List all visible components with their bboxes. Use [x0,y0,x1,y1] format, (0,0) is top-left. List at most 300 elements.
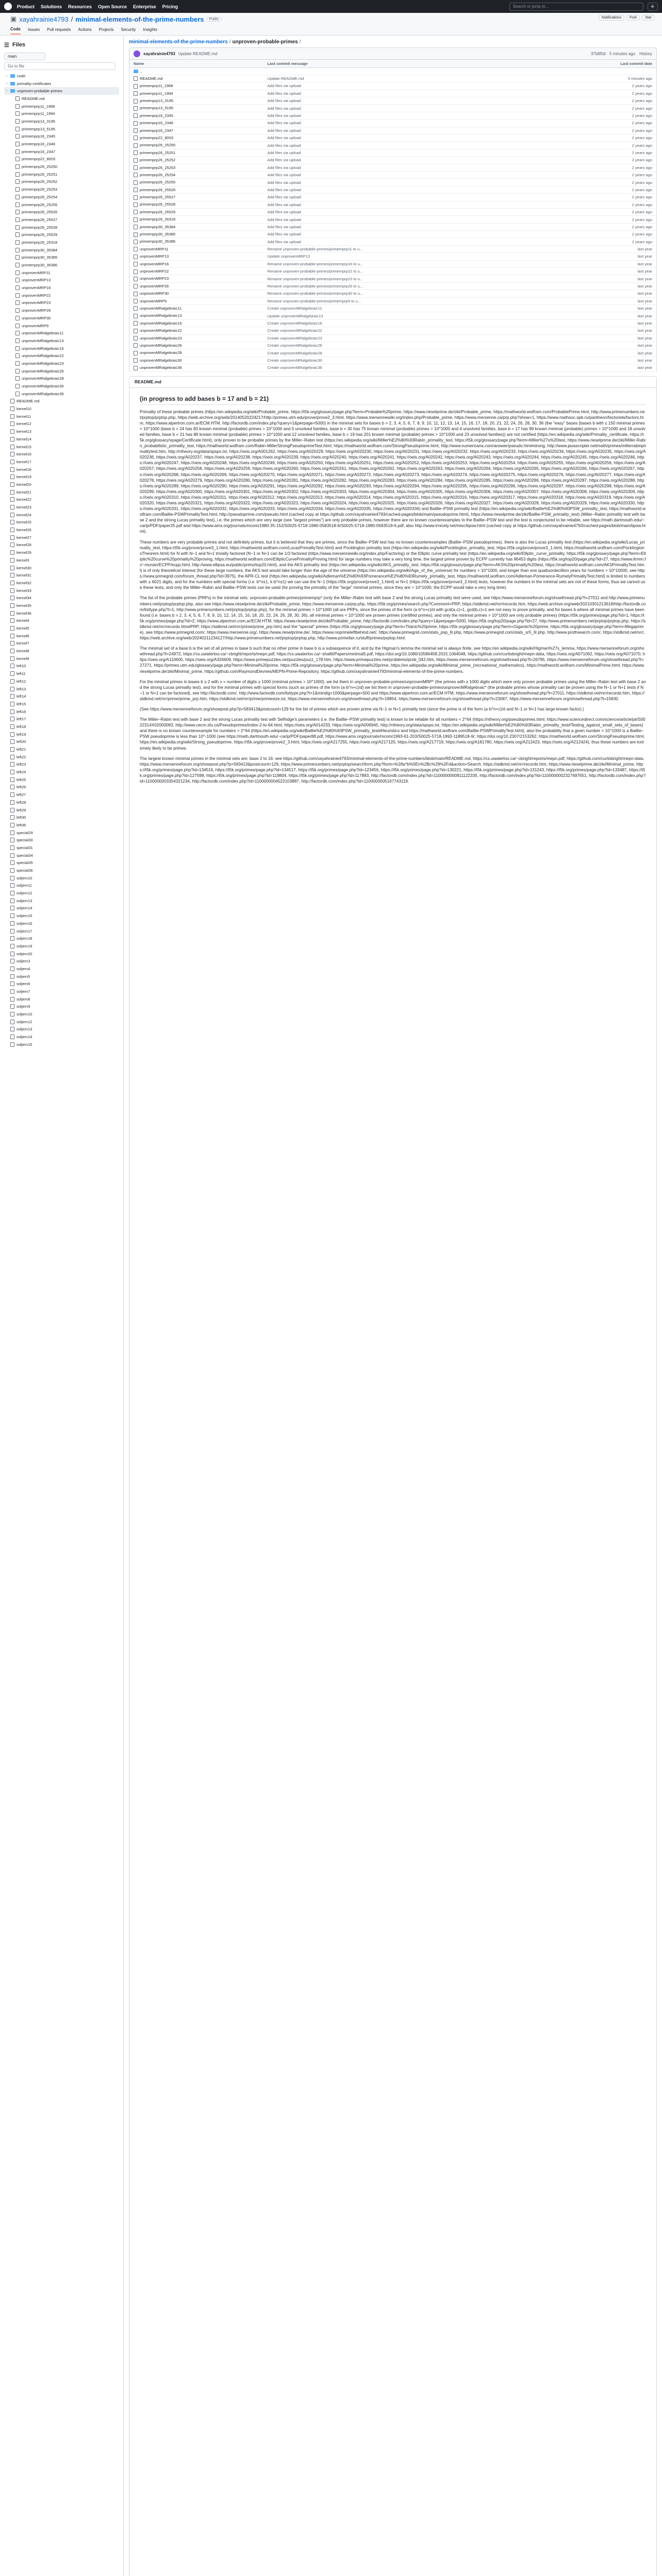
commit-hash[interactable]: 37b8f0d · 5 minutes ago [590,51,636,56]
file-name-cell[interactable] [129,275,263,282]
table-row[interactable] [129,112,657,119]
table-row[interactable] [129,179,657,186]
tree-item[interactable] [4,473,119,481]
file-name-cell[interactable] [129,179,263,186]
table-row[interactable] [129,349,657,357]
table-row[interactable] [129,82,657,90]
tree-item[interactable] [4,511,119,519]
tree-item[interactable] [4,995,119,1003]
table-row[interactable] [129,67,657,75]
file-commit-message[interactable]: Add files via upload [263,120,532,127]
file-name[interactable]: unprovenMRalgebraic36 [140,365,182,370]
file-commit-message[interactable]: Add files via upload [263,179,532,186]
tree-item[interactable] [4,685,119,693]
file-name-cell[interactable] [129,67,263,75]
table-row[interactable] [129,208,657,215]
tree-item[interactable] [4,488,119,496]
readme-label[interactable]: README.md [135,379,161,385]
table-row[interactable] [129,149,657,156]
table-row[interactable] [129,268,657,275]
table-row[interactable] [129,305,657,312]
table-row[interactable] [129,194,657,201]
file-name-cell[interactable] [129,231,263,238]
tree-item[interactable] [4,481,119,488]
file-name-cell[interactable] [129,149,263,156]
tree-item[interactable] [4,852,119,859]
file-name[interactable]: primemprp22_8003 [140,135,174,140]
file-commit-message[interactable]: Add files via upload [263,231,532,238]
tree-item[interactable] [4,889,119,897]
file-name-cell[interactable] [129,105,263,112]
nav-open-source[interactable]: Open Source [98,4,127,9]
tree-item[interactable] [4,1033,119,1041]
tree-item[interactable] [4,299,119,307]
file-name[interactable]: primemprp30_35386 [140,239,176,244]
tree-item[interactable] [4,761,119,769]
tree-item[interactable] [4,738,119,746]
file-commit-message[interactable]: Create unprovenMRalgebraic28 [263,349,532,357]
tree-item[interactable] [4,466,119,473]
tree-item[interactable] [4,443,119,451]
repo-name-link[interactable]: minimal-elements-of-the-prime-numbers [75,15,204,23]
repo-owner-link[interactable]: xayahrainie4793 [19,15,69,23]
tree-item[interactable] [4,799,119,806]
tree-item[interactable] [4,375,119,383]
tree-item[interactable] [4,125,119,133]
nav-enterprise[interactable]: Enterprise [133,4,156,9]
file-name-cell[interactable] [129,208,263,215]
file-commit-message[interactable]: Add files via upload [263,171,532,178]
tree-item[interactable] [4,246,119,254]
tree-item[interactable] [4,753,119,761]
file-name-cell[interactable] [129,290,263,297]
tree-item[interactable] [4,193,119,201]
tree-item[interactable] [4,133,119,141]
file-commit-message[interactable]: Add files via upload [263,82,532,90]
file-name-cell[interactable] [129,282,263,290]
tree-item[interactable] [4,692,119,700]
file-name[interactable]: primemprp26_25252 [140,158,176,163]
tree-item[interactable] [4,163,119,171]
tree-item[interactable] [4,284,119,292]
tree-item[interactable] [4,292,119,299]
file-commit-message[interactable]: Add files via upload [263,194,532,201]
tree-item[interactable] [4,261,119,269]
tree-item[interactable] [4,556,119,564]
file-name[interactable]: unprovenMRalgebraic30 [140,358,182,363]
file-commit-message[interactable]: Create unprovenMRalgebraic26 [263,342,532,349]
file-name[interactable]: unprovenMRalgebraic23 [140,335,182,341]
table-row[interactable] [129,245,657,252]
file-name[interactable]: unprovenMRalgebraic16 [140,320,182,326]
tree-item[interactable] [4,208,119,216]
file-name-cell[interactable] [129,97,263,105]
tree-item[interactable] [4,450,119,458]
table-row[interactable] [129,327,657,334]
tree-item[interactable] [4,72,119,80]
tree-item[interactable] [4,201,119,209]
file-commit-message[interactable]: Add files via upload [263,201,532,208]
tree-item[interactable] [4,677,119,685]
nav-pricing[interactable]: Pricing [162,4,178,9]
tree-item[interactable] [4,731,119,738]
nav-resources[interactable]: Resources [68,4,92,9]
file-name-cell[interactable] [129,342,263,349]
tree-item[interactable] [4,571,119,579]
file-name[interactable]: unprovenMRP13 [140,254,169,259]
table-row[interactable] [129,342,657,349]
file-name-cell[interactable] [129,216,263,223]
tree-item[interactable] [4,322,119,330]
tree-item[interactable] [4,307,119,314]
tree-item[interactable] [4,496,119,504]
tree-item[interactable] [4,435,119,443]
tree-item[interactable] [4,345,119,352]
file-name-cell[interactable] [129,253,263,260]
file-commit-message[interactable]: Create unprovenMRalgebraic23 [263,334,532,342]
tree-item[interactable] [4,390,119,398]
tree-item[interactable] [4,171,119,178]
file-commit-message[interactable]: Create unprovenMRalgebraic16 [263,319,532,327]
history-button[interactable]: History [639,51,652,56]
file-commit-message[interactable]: Add files via upload [263,134,532,142]
file-commit-message[interactable]: Add files via upload [263,112,532,119]
file-name[interactable]: unprovenMRP16 [140,261,169,266]
tree-item[interactable] [4,745,119,753]
tree-item[interactable] [4,640,119,648]
file-commit-message[interactable]: Add files via upload [263,127,532,134]
tree-item[interactable] [4,935,119,942]
tree-item[interactable] [4,905,119,912]
file-name[interactable]: unprovenMRalgebraic26 [140,343,182,348]
file-commit-message[interactable]: Add files via upload [263,216,532,223]
file-name-cell[interactable] [129,201,263,208]
tree-item[interactable] [4,587,119,595]
tree-item[interactable] [4,708,119,716]
file-name-cell[interactable] [129,90,263,97]
table-row[interactable] [129,216,657,223]
file-name-cell[interactable] [129,142,263,149]
tree-item[interactable] [4,564,119,572]
table-row[interactable] [129,223,657,230]
tree-item[interactable] [4,1018,119,1026]
tree-item[interactable] [4,920,119,927]
file-name-cell[interactable] [129,312,263,319]
table-row[interactable] [129,201,657,208]
table-row[interactable] [129,97,657,105]
file-name-cell[interactable] [129,127,263,134]
file-name-cell[interactable] [129,164,263,171]
tree-item[interactable] [4,950,119,958]
global-search-input[interactable]: Search or jump to... [509,3,643,11]
tree-item[interactable] [4,617,119,625]
file-name[interactable]: primemprp13_3195 [140,98,174,103]
file-name[interactable]: README.md [140,76,163,81]
tree-item[interactable] [4,723,119,731]
tab-projects[interactable]: Projects [98,27,114,32]
fork-button[interactable]: Fork [626,15,640,21]
table-row[interactable] [129,297,657,304]
file-commit-message[interactable]: Create unprovenMRalgebraic36 [263,364,532,371]
file-name-cell[interactable] [129,327,263,334]
file-name[interactable]: primemprp26_26318 [140,217,176,222]
tree-item[interactable] [4,156,119,163]
tree-item[interactable] [4,579,119,587]
tree-item[interactable] [4,980,119,988]
file-commit-message[interactable]: Add files via upload [263,164,532,171]
file-name[interactable]: primemprp16_2347 [140,128,174,133]
file-commit-message[interactable]: Rename unproven-probable-primes/primemprp22 to u... [263,268,532,275]
tree-item[interactable] [4,148,119,156]
tree-item[interactable] [4,103,119,110]
tree-item[interactable] [4,413,119,420]
tree-item[interactable] [4,526,119,534]
tree-item[interactable] [4,663,119,670]
tree-item[interactable] [4,549,119,556]
tree-item[interactable] [4,405,119,413]
tree-item[interactable] [4,670,119,677]
file-commit-message[interactable]: Create unprovenMRalgebraic30 [263,357,532,364]
file-name[interactable]: primemprp11_1994 [140,91,173,96]
table-row[interactable] [129,171,657,178]
tab-code[interactable]: Code [10,27,21,35]
file-name-cell[interactable] [129,357,263,364]
tree-item[interactable] [4,1003,119,1011]
file-name[interactable]: unprovenMRalgebraic13 [140,313,182,318]
tree-item[interactable] [4,254,119,262]
file-name[interactable]: primemprp26_25253 [140,165,176,170]
tree-item[interactable] [4,224,119,231]
table-row[interactable] [129,157,657,164]
file-name-cell[interactable] [129,157,263,164]
tree-item[interactable] [4,844,119,852]
file-name-cell[interactable] [129,260,263,267]
file-commit-message[interactable]: Rename unproven-probable-primes/primemprp11 to u... [263,245,532,252]
file-name[interactable]: unprovenMRalgebraic22 [140,328,182,333]
file-commit-message[interactable]: Add files via upload [263,186,532,193]
tree-item[interactable] [4,602,119,609]
tree-item[interactable] [4,185,119,193]
file-name-cell[interactable] [129,319,263,327]
file-commit-message[interactable]: Add files via upload [263,90,532,97]
file-commit-message[interactable] [263,67,532,75]
file-commit-message[interactable]: Rename unproven-probable-primes/primemprp23 to u... [263,275,532,282]
tree-item[interactable] [4,519,119,527]
file-name[interactable]: primemprp13_5195 [140,106,174,111]
file-name-cell[interactable] [129,186,263,193]
file-name-cell[interactable] [129,120,263,127]
tree-item[interactable] [4,594,119,602]
tree-item[interactable] [4,1041,119,1048]
tree-item[interactable] [4,269,119,277]
tree-item[interactable] [4,867,119,874]
file-name-cell[interactable] [129,305,263,312]
tree-item[interactable] [4,541,119,549]
file-name[interactable]: primemprp30_35385 [140,232,176,237]
tree-item[interactable] [4,897,119,905]
tree-item[interactable] [4,912,119,920]
table-row[interactable] [129,282,657,290]
tree-item[interactable] [4,768,119,776]
file-name[interactable]: primemprp26_25250 [140,143,176,148]
file-name[interactable]: unprovenMRP23 [140,276,169,281]
file-name[interactable]: unprovenMRalgebraic11 [140,306,182,311]
tree-item[interactable] [4,965,119,973]
file-name-cell[interactable] [129,75,263,82]
file-name-cell[interactable] [129,364,263,371]
commit-message[interactable]: Update README.md [178,51,218,56]
tab-issues[interactable]: Issues [28,27,40,32]
tree-item[interactable] [4,277,119,284]
file-name-cell[interactable] [129,268,263,275]
commit-author[interactable]: xayahrainie4793 [143,51,175,56]
tree-item[interactable] [4,829,119,837]
tree-item[interactable] [4,814,119,821]
file-commit-message[interactable]: Create unprovenMRalgebraic11 [263,305,532,312]
table-row[interactable] [129,127,657,134]
file-commit-message[interactable]: Update unprovenMRalgebraic13 [263,312,532,319]
file-name-cell[interactable] [129,334,263,342]
tree-item[interactable] [4,239,119,246]
tree-item[interactable] [4,367,119,375]
table-row[interactable] [129,290,657,297]
avatar[interactable] [134,50,140,57]
tree-item[interactable] [4,988,119,995]
tree-item[interactable] [4,859,119,867]
tree-item[interactable] [4,624,119,632]
tree-item[interactable] [4,1026,119,1033]
table-row[interactable] [129,134,657,142]
file-commit-message[interactable]: Add files via upload [263,149,532,156]
file-name-cell[interactable] [129,112,263,119]
tree-item[interactable] [4,609,119,617]
table-row[interactable] [129,90,657,97]
file-name-cell[interactable] [129,194,263,201]
file-name[interactable]: primemprp26_25255 [140,180,176,185]
tree-item[interactable] [4,715,119,723]
file-commit-message[interactable]: Rename unproven-probable-primes/primemprp16 to u... [263,260,532,267]
tree-item[interactable] [4,398,119,405]
table-row[interactable] [129,231,657,238]
file-name-cell[interactable] [129,82,263,90]
file-name[interactable]: primemprp26_25527 [140,195,176,200]
file-name[interactable]: primemprp16_2346 [140,121,174,126]
file-name-cell[interactable] [129,297,263,304]
file-name[interactable]: primemprp26_25526 [140,187,176,192]
file-commit-message[interactable]: Create unprovenMRalgebraic22 [263,327,532,334]
notifications-button[interactable]: Notifications [599,15,624,21]
file-commit-message[interactable]: Add files via upload [263,223,532,230]
file-name[interactable]: .. [140,69,143,74]
tree-item[interactable] [4,178,119,186]
file-name[interactable]: primemprp26_25529 [140,209,176,214]
tree-item[interactable] [4,874,119,882]
file-commit-message[interactable]: Add files via upload [263,142,532,149]
table-row[interactable] [129,275,657,282]
tab-security[interactable]: Security [121,27,136,32]
file-name[interactable]: unprovenMRalgebraic28 [140,350,182,355]
table-row[interactable] [129,164,657,171]
file-name[interactable]: primemprp16_2345 [140,113,174,118]
tree-item[interactable] [4,231,119,239]
file-commit-message[interactable]: Add files via upload [263,97,532,105]
file-name-cell[interactable] [129,223,263,230]
tree-item[interactable] [4,1010,119,1018]
tree-item[interactable] [4,458,119,466]
table-row[interactable] [129,75,657,82]
file-name-cell[interactable] [129,245,263,252]
tree-item[interactable] [4,314,119,322]
tree-item[interactable] [4,382,119,390]
sidebar-collapse-icon[interactable]: ☰ [4,42,9,48]
tree-item[interactable] [4,927,119,935]
file-name[interactable]: primemprp30_35384 [140,224,176,229]
tree-item[interactable] [4,95,119,103]
tree-item[interactable] [4,882,119,890]
tree-item[interactable] [4,806,119,814]
tree-item[interactable] [4,973,119,980]
file-name[interactable]: primemprp26_25254 [140,172,176,177]
table-row[interactable] [129,120,657,127]
file-name-cell[interactable] [129,171,263,178]
tree-item[interactable] [4,836,119,844]
table-row[interactable] [129,142,657,149]
file-commit-message[interactable]: Rename unproven-probable-primes/primemprp30 to u... [263,290,532,297]
tree-item[interactable] [4,87,119,95]
file-name[interactable]: unprovenMRP9 [140,298,167,303]
github-logo-icon[interactable] [4,3,12,10]
file-commit-message[interactable]: Add files via upload [263,105,532,112]
go-to-file-input[interactable]: Go to file [4,62,115,70]
tab-actions[interactable]: Actions [78,27,92,32]
file-commit-message[interactable]: Update unprovenMRP13 [263,253,532,260]
file-commit-message[interactable]: Update README.md [263,75,532,82]
tree-item[interactable] [4,534,119,541]
table-row[interactable] [129,357,657,364]
file-name[interactable]: unprovenMRP30 [140,291,169,296]
tree-item[interactable] [4,957,119,965]
table-row[interactable] [129,105,657,112]
file-commit-message[interactable]: Add files via upload [263,157,532,164]
table-row[interactable] [129,319,657,327]
file-commit-message[interactable]: Add files via upload [263,238,532,245]
tree-item[interactable] [4,352,119,360]
file-name-cell[interactable] [129,238,263,245]
tab-insights[interactable]: Insights [143,27,157,32]
tree-item[interactable] [4,110,119,117]
tree-item[interactable] [4,821,119,829]
tree-item[interactable] [4,776,119,784]
tree-item[interactable] [4,428,119,435]
tree-item[interactable] [4,360,119,367]
tab-pull-requests[interactable]: Pull requests [47,27,71,32]
file-name[interactable]: unprovenMRP11 [140,246,169,251]
tree-item[interactable] [4,117,119,125]
file-commit-message[interactable]: Rename unproven-probable-primes/primemprp26 to u... [263,282,532,290]
table-row[interactable] [129,334,657,342]
file-name[interactable]: unprovenMRP22 [140,268,169,274]
table-row[interactable] [129,186,657,193]
tree-item[interactable] [4,655,119,663]
nav-product[interactable]: Product [17,4,35,9]
table-row[interactable] [129,312,657,319]
table-row[interactable] [129,364,657,371]
star-button[interactable]: Star [642,15,655,21]
file-name-cell[interactable] [129,134,263,142]
tree-item[interactable] [4,647,119,655]
tree-item[interactable] [4,791,119,799]
tree-item[interactable] [4,503,119,511]
